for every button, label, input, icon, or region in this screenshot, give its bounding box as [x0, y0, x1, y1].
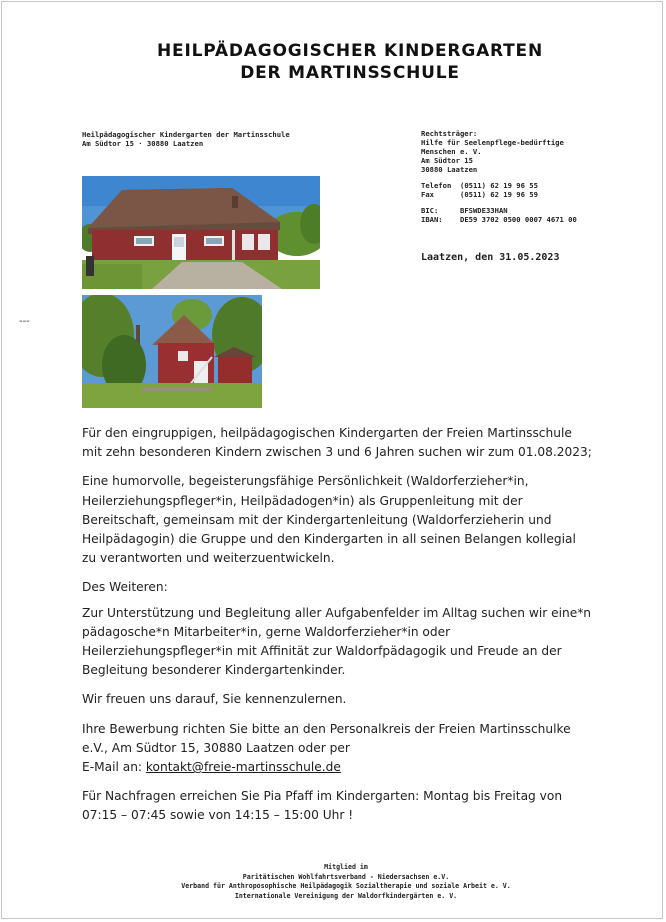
iban-value: DE59 3702 0500 0007 4671 00: [460, 215, 577, 224]
title-line-2: DER MARTINSSCHULE: [240, 63, 460, 83]
bic-value: BFSWDE33HAN: [460, 206, 508, 215]
paragraph-assistant: Zur Unterstützung und Begleitung aller Aufgabenfelder im Alltag suchen wir eine*n pädagosche*n Mitarbeiter*in, gerne Waldorferzieher*in oder Heilerziehungspfleger*in mit Affinität zur Waldorfpädagogik und Freude an der Begleitung besonderer Kindergartenkinder.: [82, 605, 592, 678]
paragraph-group-lead: Eine humorvolle, begeisterungsfähige Persönlichkeit (Waldorferzieher*in, Heilerziehungspfleger*in, Heilpädadogen*in) als Gruppenleitung mit der Bereitschaft, gemeinsam mit der Kindergartenleitung (Waldorferzieherin und Heilpädagogin) die Gruppe und den Kindergarten in all seinen Belangen kollegial zu verantworten und weiterzuentwickeln.: [82, 474, 576, 566]
house-front-image: [82, 176, 320, 289]
kindergarten-side-photo: [82, 295, 262, 408]
house-side-image: [82, 295, 262, 408]
email-prefix: E-Mail an:: [82, 760, 146, 775]
legal-label: Rechtsträger:: [421, 129, 478, 138]
membership-footer: [0, 863, 666, 901]
bic-label: BIC:: [421, 206, 439, 215]
margin-mark: ---: [19, 316, 30, 327]
title-line-1: HEILPÄDAGOGISCHER KINDERGARTEN: [157, 41, 543, 61]
legal-street: Am Südtor 15: [421, 156, 473, 165]
fax-row: [421, 190, 577, 199]
fax-label: Fax: [421, 190, 434, 199]
legal-entity-block: [421, 129, 577, 224]
page-title: [0, 40, 666, 84]
bic-row: [421, 206, 577, 215]
legal-org-line2: Menschen e. V.: [421, 147, 482, 156]
legal-city: 30880 Laatzen: [421, 165, 478, 174]
footer-line-3: Verband für Anthroposophische Heilpädagogik Sozialtherapie und soziale Arbeit e. V.: [181, 882, 511, 891]
application-address: Ihre Bewerbung richten Sie bitte an den Personalkreis der Freien Martinsschulke e.V., Am Südtor 15, 30880 Laatzen oder per: [82, 721, 571, 755]
paragraph-application: [82, 720, 592, 778]
paragraph-further: Des Weiteren:: [82, 580, 168, 595]
paragraph-contact-hours: Für Nachfragen erreichen Sie Pia Pfaff im Kindergarten: Montag bis Freitag von 07:15 – 07:45 sowie von 14:15 – 15:00 Uhr !: [82, 789, 563, 823]
job-posting-text: [82, 424, 592, 836]
phone-value: (0511) 62 19 96 55: [460, 181, 538, 190]
fax-value: (0511) 62 19 96 59: [460, 190, 538, 199]
sender-name: Heilpädagogischer Kindergarten der Martinsschule: [82, 130, 290, 139]
letter-date: Laatzen, den 31.05.2023: [421, 252, 560, 263]
sender-street: Am Südtor 15 · 30880 Laatzen: [82, 139, 204, 148]
legal-org-line1: Hilfe für Seelenpflege-bedürftige: [421, 138, 564, 147]
phone-row: [421, 181, 577, 190]
footer-line-4: Internationale Vereinigung der Waldorfkindergärten e. V.: [234, 891, 458, 900]
footer-line-1: Mitglied im: [324, 863, 368, 871]
footer-line-2: Paritätischen Wohlfahrtsverband - Niedersachsen e.V.: [242, 872, 450, 881]
paragraph-intro: Für den eingruppigen, heilpädagogischen Kindergarten der Freien Martinsschule mit zehn besonderen Kindern zwischen 3 und 6 Jahren suchen wir zum 01.08.2023;: [82, 426, 592, 460]
phone-label: Telefon: [421, 181, 452, 190]
kindergarten-house-photo: [82, 176, 320, 289]
iban-label: IBAN:: [421, 215, 443, 224]
iban-row: [421, 215, 577, 224]
email-link[interactable]: kontakt@freie-martinsschule.de: [145, 760, 341, 775]
sender-address: [82, 130, 290, 148]
paragraph-closing: Wir freuen uns darauf, Sie kennenzulernen.: [82, 692, 347, 707]
